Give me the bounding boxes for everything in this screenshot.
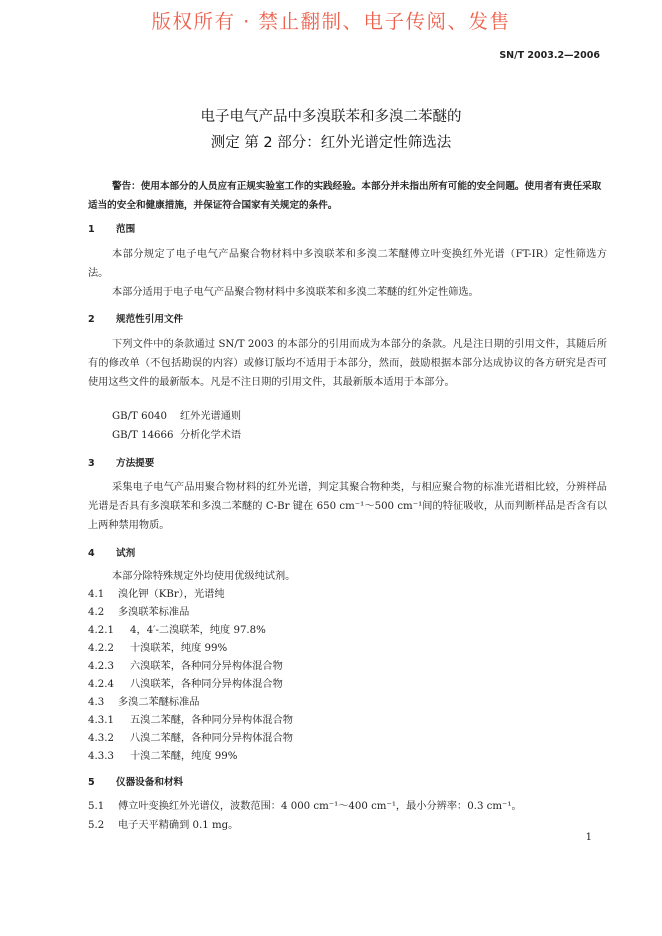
reference-code: GB/T 14666 [112, 430, 174, 441]
reagent-item [88, 603, 189, 618]
section-2-paragraph-1 [88, 335, 607, 392]
section-title: 试剂 [116, 548, 136, 559]
section-1-heading [88, 221, 135, 235]
section-4-heading [88, 545, 135, 559]
standard-code: SN/T 2003.2—2006 [499, 50, 600, 61]
item-text: 傅立叶变换红外光谱仪，波数范围：4 000 cm⁻¹～400 cm⁻¹，最小分辨率：0.3 cm⁻¹。 [118, 801, 522, 812]
reagent-item [88, 657, 283, 672]
reference-code: GB/T 6040 [112, 411, 168, 422]
item-number: 5.1 [88, 801, 105, 812]
item-text: 八溴联苯，各种同分异构体混合物 [130, 679, 283, 690]
reagent-item [88, 747, 237, 762]
paragraph-text: 本部分规定了电子电气产品聚合物材料中多溴联苯和多溴二苯醚傅立叶变换红外光谱（FT-IR）定性筛选方法。 [88, 249, 607, 279]
section-5-heading [88, 774, 183, 788]
item-number: 4.2.1 [88, 625, 114, 636]
item-number: 4.2.3 [88, 661, 114, 672]
paragraph-text: 本部分适用于电子电气产品聚合物材料中多溴联苯和多溴二苯醚的红外定性筛选。 [112, 287, 479, 298]
reagent-item [88, 585, 225, 600]
item-text: 电子天平精确到 0.1 mg。 [118, 820, 239, 831]
warning-paragraph: 警告：使用本部分的人员应有正规实验室工作的实践经验。本部分并未指出所有可能的安全问题。使用者有责任采取适当的安全和健康措施，并保证符合国家有关规定的条件。 [88, 181, 602, 211]
reagent-item [88, 729, 293, 744]
page-number: 1 [585, 832, 592, 843]
document-title-line2: 测定 第 2 部分：红外光谱定性筛选法 [210, 135, 452, 151]
item-number: 4.3.1 [88, 715, 114, 726]
item-text: 溴化钾（KBr），光谱纯 [118, 589, 225, 600]
reference-item [112, 426, 241, 441]
reagent-item [88, 675, 283, 690]
item-number: 4.2 [88, 607, 105, 618]
item-text: 六溴联苯，各种同分异构体混合物 [130, 661, 283, 672]
item-text: 八溴二苯醚，各种同分异构体混合物 [130, 733, 293, 744]
item-number: 4.3 [88, 697, 105, 708]
equipment-item [88, 816, 238, 831]
item-text: 十溴二苯醚，纯度 99% [130, 751, 238, 762]
copyright-watermark: 版权所有 · 禁止翻制、电子传阅、发售 [151, 10, 511, 33]
item-number: 4.3.2 [88, 733, 114, 744]
section-3-heading [88, 455, 154, 469]
item-text: 多溴联苯标准品 [118, 607, 190, 618]
section-number: 5 [88, 777, 95, 788]
section-3-paragraph-1 [88, 478, 607, 535]
section-1-paragraph-2 [88, 283, 607, 302]
section-number: 2 [88, 314, 95, 325]
item-text: 4，4′-二溴联苯，纯度 97.8% [130, 625, 266, 636]
section-number: 1 [88, 224, 95, 235]
section-2-heading [88, 311, 183, 325]
reagent-item [88, 693, 200, 708]
paragraph-text: 下列文件中的条款通过 SN/T 2003 的本部分的引用而成为本部分的条款。凡是注日期的引用文件，其随后所有的修改单（不包括勘误的内容）或修订版均不适用于本部分，然而，鼓励根据本部分达成协议的各方研究是否可使用这些文件的最新版本。凡是不注日期的引用文件，其最新版本适用于本部分。 [88, 339, 607, 388]
section-title: 仪器设备和材料 [116, 777, 184, 788]
section-number: 3 [88, 458, 95, 469]
paragraph-text: 采集电子电气产品用聚合物材料的红外光谱，判定其聚合物种类，与相应聚合物的标准光谱相比较，分辨样品光谱是否具有多溴联苯和多溴二苯醚的 C-Br 键在 650 cm⁻¹～500 cm⁻¹间的特征吸收，从而判断样品是否含有以上两种禁用物质。 [88, 482, 607, 531]
section-title: 方法提要 [116, 458, 155, 469]
item-number: 4.1 [88, 589, 105, 600]
section-1-paragraph-1 [88, 245, 607, 283]
reagent-item [88, 711, 293, 726]
section-number: 4 [88, 548, 95, 559]
item-text: 多溴二苯醚标准品 [118, 697, 200, 708]
item-number: 5.2 [88, 820, 105, 831]
item-number: 4.2.2 [88, 643, 114, 654]
item-text: 五溴二苯醚，各种同分异构体混合物 [130, 715, 293, 726]
document-title-line1: 电子电气产品中多溴联苯和多溴二苯醚的 [200, 109, 462, 125]
reference-name: 红外光谱通则 [180, 411, 242, 422]
item-number: 4.2.4 [88, 679, 114, 690]
reagent-item [88, 639, 227, 654]
reagent-item [88, 621, 266, 636]
item-number: 4.3.3 [88, 751, 114, 762]
equipment-item [88, 797, 522, 812]
item-text: 十溴联苯，纯度 99% [130, 643, 228, 654]
section-4-intro: 本部分除特殊规定外均使用优级纯试剂。 [112, 571, 296, 582]
reference-item [112, 407, 241, 422]
reference-name: 分析化学术语 [180, 430, 242, 441]
section-title: 范围 [116, 224, 136, 235]
section-title: 规范性引用文件 [116, 314, 184, 325]
